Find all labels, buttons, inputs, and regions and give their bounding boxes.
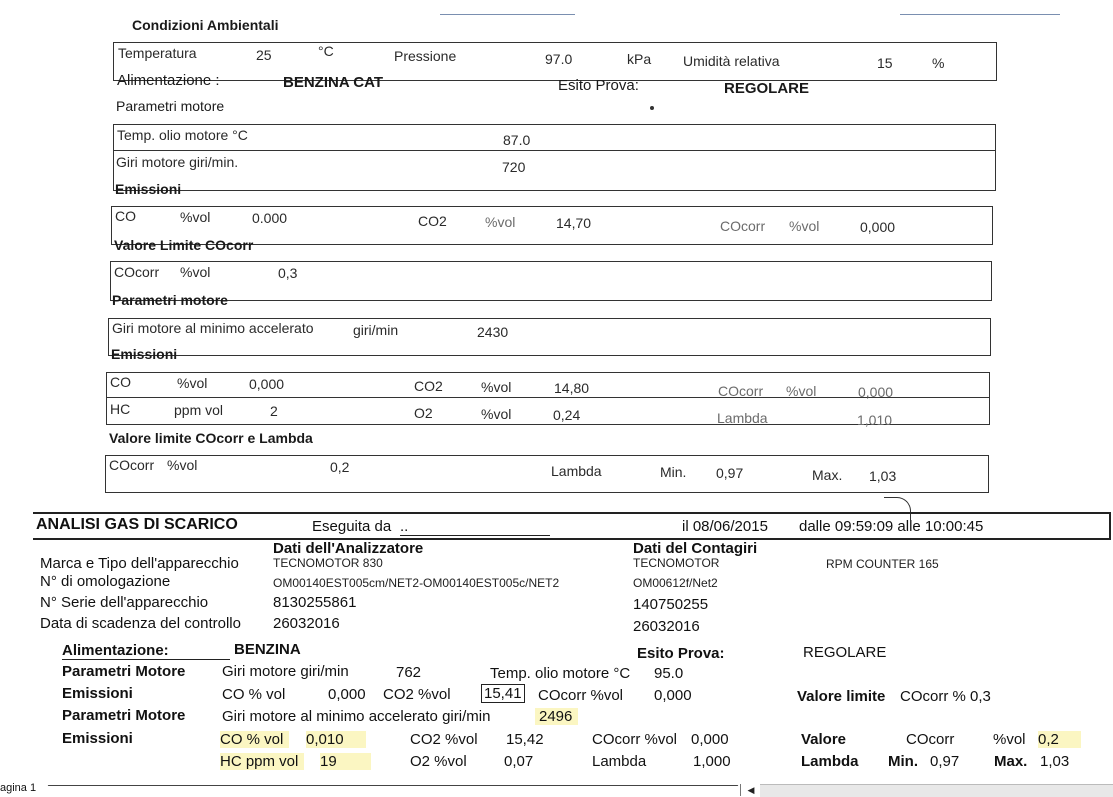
scroll-left-arrow[interactable]: ◀ (740, 784, 761, 796)
r3-giri-value: 2496 (535, 708, 578, 725)
umidita-unit: % (932, 55, 945, 71)
e2-hc-unit: ppm vol (174, 402, 224, 418)
horizontal-scrollbar[interactable] (760, 784, 1113, 797)
res-alim-value: BENZINA (234, 641, 301, 658)
r5-o2-label: O2 %vol (410, 753, 467, 770)
e1-co2-unit: %vol (485, 214, 516, 230)
page-label: agina 1 (0, 782, 37, 794)
temperatura-unit: °C (318, 43, 334, 59)
r3-label: Parametri Motore (62, 707, 186, 724)
l2-min-label: Min. (660, 464, 687, 480)
r2-limite-label: Valore limite (797, 688, 886, 705)
top-decor-line-1 (440, 14, 575, 15)
giri-acc-label: Giri motore al minimo accelerato (112, 320, 314, 336)
esito-label: Esito Prova: (558, 77, 639, 94)
limite-2-box (105, 455, 989, 493)
r5-lambda-value: 1,000 (693, 753, 731, 770)
e1-co2-label: CO2 (418, 213, 447, 229)
analyzer-serie: 8130255861 (273, 594, 357, 611)
l1-value: 0,3 (278, 265, 298, 281)
r2-cocorr-value: 0,000 (654, 687, 692, 704)
header-title: ANALISI GAS DI SCARICO (36, 516, 238, 533)
e2-co-value: 0,000 (249, 376, 285, 392)
e2-co-unit: %vol (177, 375, 208, 391)
counter-model: RPM COUNTER 165 (826, 557, 939, 571)
alimentazione-label: Alimentazione : (117, 72, 220, 89)
temperatura-label: Temperatura (118, 45, 197, 61)
analyzer-marca: TECNOMOTOR 830 (273, 556, 383, 570)
r2-co-label: CO % vol (222, 686, 286, 703)
r4-valore-label: Valore (801, 731, 847, 748)
r4-co2-value: 15,42 (506, 731, 544, 748)
r2-label: Emissioni (62, 685, 133, 702)
r1-temp-value: 95.0 (654, 665, 684, 682)
marca-label: Marca e Tipo dell'apparecchio (40, 555, 239, 572)
esito-value: REGOLARE (724, 80, 810, 97)
header-time: dalle 09:59:09 alle 10:00:45 (799, 518, 984, 535)
parametri-motore-1: Parametri motore (116, 98, 225, 114)
e2-co-label: CO (110, 374, 131, 390)
e2-cocorr-label: COcorr (718, 383, 764, 399)
l2-min-value: 0,97 (716, 465, 744, 481)
e2-co2-value: 14,80 (554, 380, 590, 396)
r4-co-value: 0,010 (306, 731, 366, 748)
r4-valore-value: 0,2 (1038, 731, 1081, 748)
l1-unit: %vol (180, 264, 211, 280)
r4-label: Emissioni (62, 730, 133, 747)
r4-cocorr-label: COcorr %vol (592, 731, 678, 748)
alimentazione-value: BENZINA CAT (283, 74, 383, 91)
e1-cocorr-unit: %vol (789, 218, 820, 234)
top-decor-line-2 (900, 14, 1060, 15)
temp-olio-divider (113, 150, 996, 151)
res-alim-label: Alimentazione: (62, 642, 230, 660)
limite-2: Valore limite COcorr e Lambda (109, 430, 313, 446)
counter-omol: OM00612f/Net2 (633, 576, 718, 590)
r5-hc-value: 19 (320, 753, 371, 770)
r5-max-label: Max. (994, 753, 1028, 770)
e2-hc-label: HC (110, 401, 131, 417)
r5-min-value: 0,97 (930, 753, 960, 770)
r1-giri-value: 762 (396, 664, 422, 681)
counter-scadenza: 26032016 (633, 618, 700, 635)
l2-cocorr-label: COcorr (109, 457, 155, 473)
omologazione-label: N° di omologazione (40, 573, 171, 590)
giri-value: 720 (502, 159, 526, 175)
e2-co2-label: CO2 (414, 378, 443, 394)
r2-co-value: 0,000 (328, 686, 366, 703)
e2-o2-value: 0,24 (553, 407, 581, 423)
r5-max-value: 1,03 (1040, 753, 1070, 770)
r5-hc-label: HC ppm vol (220, 753, 304, 770)
counter-serie: 140750255 (633, 596, 709, 613)
pressione-value: 97.0 (545, 51, 573, 67)
counter-title: Dati del Contagiri (633, 540, 758, 557)
r3-giri-label: Giri motore al minimo accelerato giri/min (222, 708, 491, 725)
temp-olio-label: Temp. olio motore °C (117, 127, 248, 143)
scadenza-label: Data di scadenza del controllo (40, 615, 241, 632)
r1-label: Parametri Motore (62, 663, 186, 680)
header-date: il 08/06/2015 (682, 518, 768, 535)
res-esito-value: REGOLARE (803, 644, 887, 661)
r5-o2-value: 0,07 (504, 753, 534, 770)
l2-cocorr-value: 0,2 (330, 459, 350, 475)
r2-limite-text: COcorr % 0,3 (900, 688, 991, 705)
r5-min-label: Min. (888, 753, 918, 770)
eseguita-value: .. (400, 518, 550, 536)
l1-label: COcorr (114, 264, 160, 280)
e2-lambda-value: 1,010 (857, 412, 893, 428)
r1-giri-label: Giri motore giri/min (222, 663, 349, 680)
analyzer-scadenza: 26032016 (273, 615, 340, 632)
r4-cocorr-value: 0,000 (691, 731, 729, 748)
e2-co2-unit: %vol (481, 379, 512, 395)
l2-lambda-label: Lambda (551, 463, 602, 479)
r2-cocorr-label: COcorr %vol (538, 687, 624, 704)
pressione-unit: kPa (627, 51, 652, 67)
r4-valore-unit: %vol (993, 731, 1026, 748)
e2-cocorr-unit: %vol (786, 383, 817, 399)
r4-co2-label: CO2 %vol (410, 731, 478, 748)
l2-cocorr-unit: %vol (167, 457, 198, 473)
giri-acc-unit: giri/min (353, 322, 399, 338)
l2-max-value: 1,03 (869, 468, 897, 484)
limite-1: Valore Limite COcorr (114, 237, 254, 253)
e2-lambda-label: Lambda (717, 410, 768, 426)
r2-co2-value: 15,41 (481, 684, 525, 703)
emissioni-2: Emissioni (111, 346, 178, 362)
e1-cocorr-value: 0,000 (860, 219, 896, 235)
giri-label: Giri motore giri/min. (116, 154, 239, 170)
pressione-label: Pressione (394, 48, 457, 64)
serie-label: N° Serie dell'apparecchio (40, 594, 209, 611)
condizioni-title: Condizioni Ambientali (132, 17, 279, 33)
umidita-label: Umidità relativa (683, 53, 780, 69)
analyzer-omol: OM00140EST005cm/NET2-OM00140EST005c/NET2 (273, 576, 560, 590)
e2-o2-unit: %vol (481, 406, 512, 422)
l2-max-label: Max. (812, 467, 843, 483)
e1-co-label: CO (115, 208, 136, 224)
limite-1-box (110, 261, 992, 301)
temp-olio-value: 87.0 (503, 132, 531, 148)
res-esito-label: Esito Prova: (637, 645, 725, 662)
e2-o2-label: O2 (414, 405, 433, 421)
e1-co-value: 0.000 (252, 210, 288, 226)
footer-rule (48, 785, 739, 786)
eseguita-label: Eseguita da (312, 518, 392, 535)
e1-cocorr-label: COcorr (720, 218, 766, 234)
e2-cocorr-value: 0,000 (858, 384, 894, 400)
parametri-motore-2: Parametri motore (112, 292, 228, 308)
dot-mark (650, 106, 654, 110)
analyzer-title: Dati dell'Analizzatore (273, 540, 424, 557)
giri-acc-value: 2430 (477, 324, 509, 340)
e1-co2-value: 14,70 (556, 215, 592, 231)
r2-co2-label: CO2 %vol (383, 686, 451, 703)
r5-lambda-bold: Lambda (801, 753, 859, 770)
e2-hc-value: 2 (270, 403, 278, 419)
emissioni-1: Emissioni (115, 181, 182, 197)
umidita-value: 15 (877, 55, 893, 71)
temperatura-value: 25 (256, 47, 272, 63)
r1-temp-label: Temp. olio motore °C (490, 665, 631, 682)
r4-co-label: CO % vol (220, 731, 289, 748)
e1-co-unit: %vol (180, 209, 211, 225)
r4-valore-cocorr: COcorr (906, 731, 955, 748)
counter-marca: TECNOMOTOR (633, 556, 720, 570)
r5-lambda-label: Lambda (592, 753, 647, 770)
